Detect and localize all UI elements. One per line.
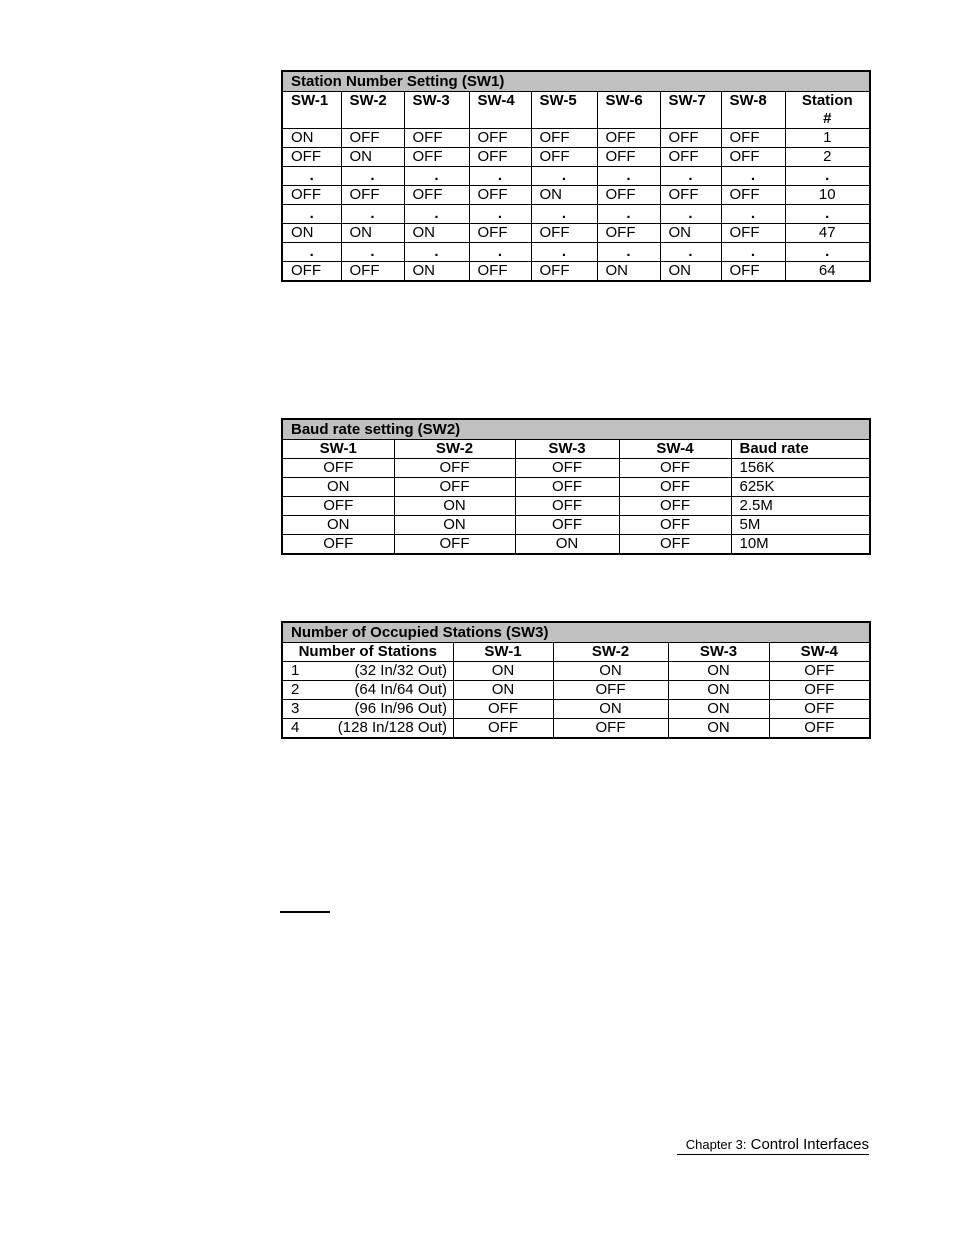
table-row [282, 681, 870, 700]
table-cell: ON [660, 224, 721, 243]
table-cell: OFF [721, 186, 785, 205]
table-cell: . [341, 243, 404, 262]
table-cell: OFF [341, 262, 404, 282]
station-count: 2 [291, 681, 300, 698]
table-cell: OFF [619, 535, 731, 555]
table-cell: OFF [404, 148, 469, 167]
table-row [282, 205, 870, 224]
table-row [282, 516, 870, 535]
table-cell: . [785, 205, 870, 224]
column-header: SW-3 [404, 92, 469, 129]
station-io-description: (64 In/64 Out) [354, 681, 447, 698]
column-header: SW-6 [597, 92, 660, 129]
table-row [282, 148, 870, 167]
table-cell: OFF [404, 129, 469, 148]
table-cell: OFF [619, 516, 731, 535]
table-row [282, 186, 870, 205]
table-cell: OFF [769, 700, 870, 719]
column-header: Number of Stations [282, 643, 453, 662]
table-cell: OFF [394, 478, 515, 497]
table-cell: OFF [619, 459, 731, 478]
station-count: 1 [291, 662, 300, 679]
table-cell: ON [404, 262, 469, 282]
table-header-row [282, 440, 870, 459]
table-cell: . [660, 167, 721, 186]
table-cell: OFF [282, 459, 394, 478]
column-header: SW-4 [469, 92, 531, 129]
table-cell: . [341, 205, 404, 224]
table-cell: 10 [785, 186, 870, 205]
table-cell: . [597, 205, 660, 224]
table-cell: . [282, 243, 341, 262]
table-cell: OFF [282, 497, 394, 516]
table-cell: ON [668, 662, 769, 681]
table-cell: . [282, 205, 341, 224]
table-cell: . [660, 243, 721, 262]
table-cell: . [721, 167, 785, 186]
table-cell: ON [531, 186, 597, 205]
station-io-description: (96 In/96 Out) [354, 700, 447, 717]
column-header: SW-5 [531, 92, 597, 129]
table-cell: ON [553, 662, 668, 681]
table-row [282, 497, 870, 516]
table-cell: . [531, 205, 597, 224]
station-column-header [785, 92, 870, 129]
table-cell: OFF [721, 262, 785, 282]
table-row [282, 719, 870, 739]
table-cell: 2.5M [731, 497, 870, 516]
table-title: Station Number Setting (SW1) [282, 71, 870, 92]
table-cell: ON [404, 224, 469, 243]
table-cell: OFF [721, 148, 785, 167]
table-cell: . [597, 243, 660, 262]
table-cell: . [404, 243, 469, 262]
table-row [282, 459, 870, 478]
table-cell: 625K [731, 478, 870, 497]
table-cell: OFF [553, 719, 668, 739]
table-cell: OFF [469, 224, 531, 243]
table-row [282, 243, 870, 262]
table-cell: ON [282, 516, 394, 535]
table-cell: OFF [282, 148, 341, 167]
table-cell: OFF [721, 224, 785, 243]
table-cell: 156K [731, 459, 870, 478]
table-cell: 47 [785, 224, 870, 243]
table-cell: OFF [394, 535, 515, 555]
table-cell: OFF [619, 478, 731, 497]
table-cell: ON [394, 516, 515, 535]
table-title: Number of Occupied Stations (SW3) [282, 622, 870, 643]
occupied-stations-table [281, 621, 871, 739]
table-cell: . [469, 243, 531, 262]
table-cell: 2 [785, 148, 870, 167]
column-header: SW-2 [394, 440, 515, 459]
table-cell: . [469, 205, 531, 224]
table-cell: OFF [515, 497, 619, 516]
table-cell: . [531, 167, 597, 186]
table-cell: 5M [731, 516, 870, 535]
table-row [282, 129, 870, 148]
table-cell: OFF [453, 719, 553, 739]
table-cell: OFF [515, 516, 619, 535]
table-cell: . [721, 243, 785, 262]
column-header: SW-3 [515, 440, 619, 459]
table-row [282, 535, 870, 555]
table-header-row [282, 92, 870, 129]
table-cell: ON [668, 719, 769, 739]
table-cell: OFF [341, 186, 404, 205]
table-cell: OFF [597, 186, 660, 205]
table-title: Baud rate setting (SW2) [282, 419, 870, 440]
table-cell: OFF [394, 459, 515, 478]
table-cell: . [469, 167, 531, 186]
column-header: SW-4 [619, 440, 731, 459]
table-cell: . [597, 167, 660, 186]
table-cell: 1 [785, 129, 870, 148]
stations-cell [282, 662, 453, 681]
stations-cell [282, 700, 453, 719]
table-cell: ON [515, 535, 619, 555]
station-header-line2: # [823, 110, 832, 127]
station-header-line1: Station [801, 92, 853, 109]
table-cell: . [341, 167, 404, 186]
table-cell: ON [668, 681, 769, 700]
table-cell: 64 [785, 262, 870, 282]
table-row [282, 478, 870, 497]
table-cell: ON [553, 700, 668, 719]
column-header: SW-8 [721, 92, 785, 129]
table-cell: OFF [469, 129, 531, 148]
table-cell: ON [453, 662, 553, 681]
table-cell: ON [341, 224, 404, 243]
table-cell: OFF [721, 129, 785, 148]
table-cell: OFF [597, 148, 660, 167]
table-cell: OFF [469, 148, 531, 167]
table-header-row [282, 643, 870, 662]
chapter-title: Control Interfaces [750, 1136, 869, 1153]
table-cell: OFF [469, 262, 531, 282]
column-header: SW-2 [553, 643, 668, 662]
stations-cell [282, 681, 453, 700]
table-cell: . [721, 205, 785, 224]
column-header: SW-3 [668, 643, 769, 662]
table-cell: OFF [597, 129, 660, 148]
table-cell: ON [282, 129, 341, 148]
table-cell: OFF [469, 186, 531, 205]
table-cell: ON [282, 478, 394, 497]
station-io-description: (128 In/128 Out) [337, 719, 447, 736]
table-row [282, 262, 870, 282]
table-cell: OFF [453, 700, 553, 719]
table-cell: OFF [553, 681, 668, 700]
column-header: SW-7 [660, 92, 721, 129]
table-cell: OFF [619, 497, 731, 516]
table-cell: . [531, 243, 597, 262]
table-cell: OFF [341, 129, 404, 148]
column-header: SW-1 [453, 643, 553, 662]
table-cell: . [404, 167, 469, 186]
table-cell: OFF [531, 224, 597, 243]
table-cell: . [785, 167, 870, 186]
table-cell: ON [660, 262, 721, 282]
table-cell: ON [282, 224, 341, 243]
table-cell: OFF [531, 129, 597, 148]
table-cell: OFF [404, 186, 469, 205]
table-cell: 10M [731, 535, 870, 555]
table-cell: . [404, 205, 469, 224]
stations-cell [282, 719, 453, 739]
table-cell: OFF [769, 662, 870, 681]
table-cell: ON [453, 681, 553, 700]
page-footer [677, 1136, 869, 1155]
column-header: SW-4 [769, 643, 870, 662]
table-cell: ON [341, 148, 404, 167]
table-cell: OFF [769, 719, 870, 739]
table-cell: OFF [531, 262, 597, 282]
column-header: SW-1 [282, 92, 341, 129]
table-cell: ON [394, 497, 515, 516]
column-header: Baud rate [731, 440, 870, 459]
table-cell: OFF [597, 224, 660, 243]
horizontal-rule [280, 911, 330, 913]
baud-rate-table [281, 418, 871, 555]
table-cell: . [282, 167, 341, 186]
table-cell: OFF [282, 535, 394, 555]
station-count: 4 [291, 719, 300, 736]
table-cell: OFF [660, 186, 721, 205]
table-cell: OFF [531, 148, 597, 167]
station-number-table [281, 70, 871, 282]
table-cell: OFF [282, 186, 341, 205]
table-cell: ON [597, 262, 660, 282]
table-cell: OFF [282, 262, 341, 282]
chapter-label: Chapter 3: [685, 1137, 747, 1152]
table-row [282, 700, 870, 719]
table-row [282, 662, 870, 681]
table-cell: . [785, 243, 870, 262]
table-cell: ON [668, 700, 769, 719]
table-cell: OFF [660, 129, 721, 148]
column-header: SW-1 [282, 440, 394, 459]
table-cell: OFF [515, 459, 619, 478]
table-cell: OFF [769, 681, 870, 700]
table-row [282, 224, 870, 243]
table-cell: . [660, 205, 721, 224]
station-io-description: (32 In/32 Out) [354, 662, 447, 679]
table-cell: OFF [660, 148, 721, 167]
column-header: SW-2 [341, 92, 404, 129]
table-row [282, 167, 870, 186]
table-cell: OFF [515, 478, 619, 497]
station-count: 3 [291, 700, 300, 717]
